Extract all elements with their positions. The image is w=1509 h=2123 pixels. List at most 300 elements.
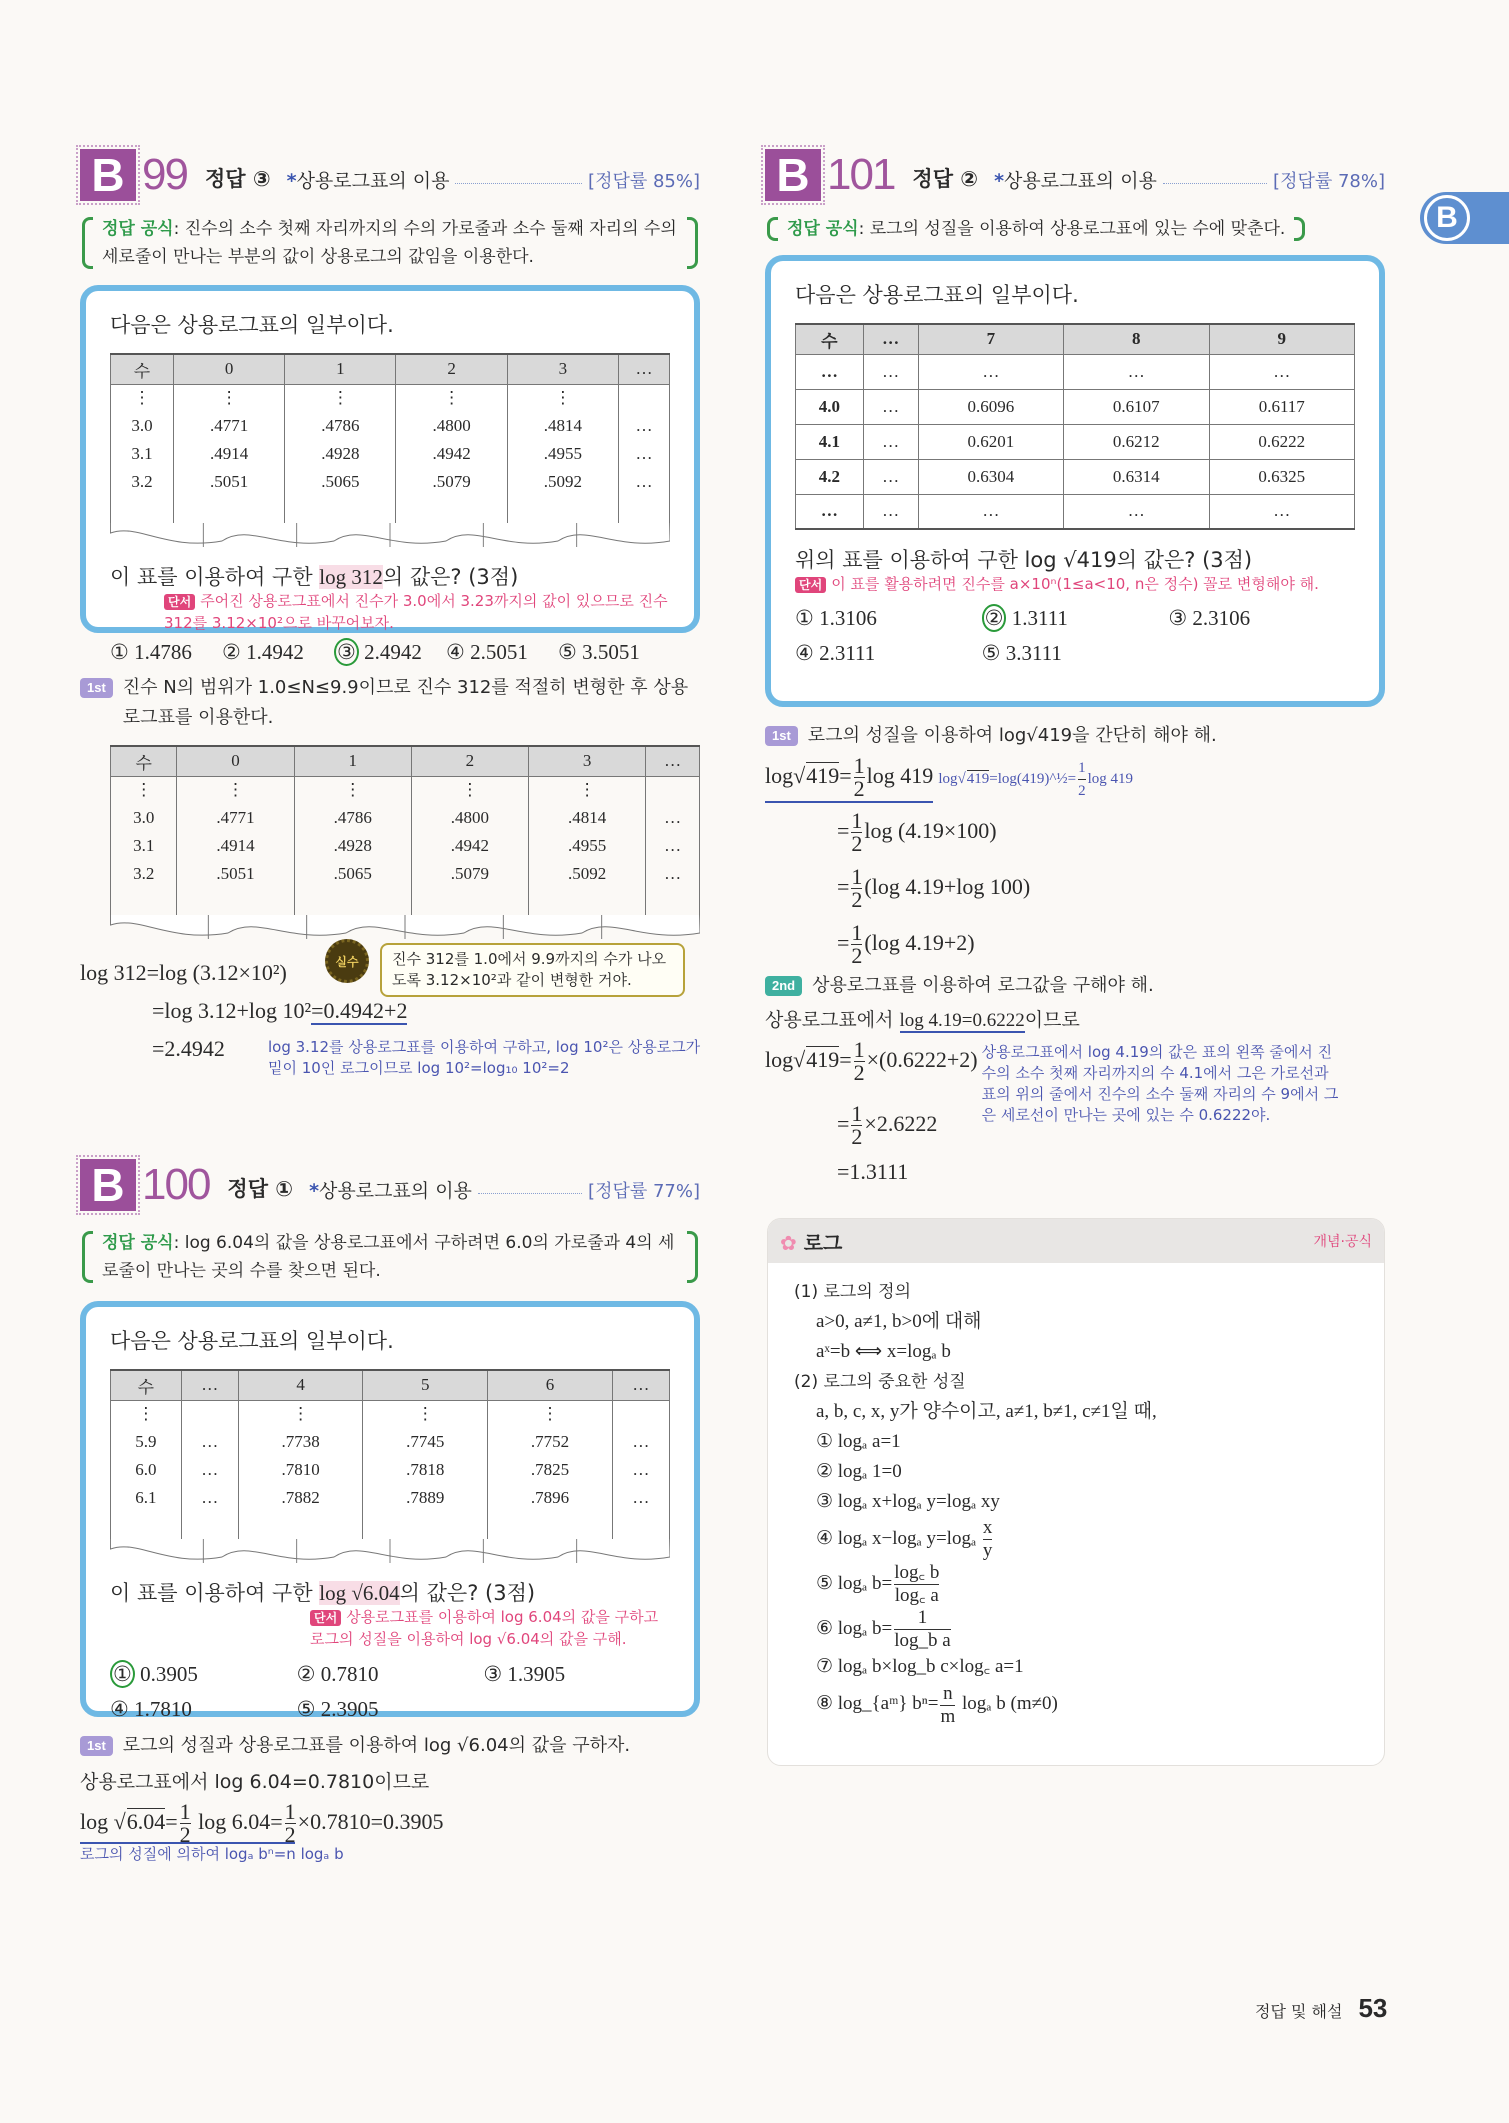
table-header-cell: 1 [294, 746, 411, 776]
choice-number: ⑤ [981, 641, 1001, 665]
problem-header [80, 145, 700, 201]
numerator: n [940, 1683, 955, 1706]
table-row [796, 424, 1355, 459]
table-cell: … [863, 424, 918, 459]
concept-line: a>0, a≠1, b>0에 대해 [816, 1311, 982, 1332]
table-header-cell: 9 [1209, 324, 1355, 354]
table-cell [238, 1512, 363, 1540]
answer-choice[interactable] [558, 640, 670, 665]
table-cell: .4914 [177, 832, 294, 860]
table-cell [177, 888, 294, 916]
table-cell [529, 888, 646, 916]
log-table [110, 1369, 670, 1569]
table-header-cell: 3 [507, 354, 618, 384]
math-text: ⑤ logₐ b= [816, 1573, 893, 1595]
radicand: 419 [806, 1047, 840, 1072]
choice-number: ③ [334, 638, 359, 666]
radicand: 419 [806, 763, 840, 788]
answer-label: 정답 ③ [204, 167, 271, 191]
topic-label: *상용로그표의 이용 [309, 1180, 472, 1202]
denominator: m [940, 1705, 956, 1727]
table-header-cell: 8 [1064, 324, 1209, 354]
table-cell: .4786 [285, 412, 396, 440]
answer-choice[interactable] [334, 640, 446, 665]
math-text: ×2.6222 [864, 1111, 938, 1136]
table-header-cell: … [612, 1370, 669, 1400]
choice-value: 2.3111 [813, 641, 876, 665]
mistake-icon: 실수 [325, 939, 369, 983]
table-cell: 0.6201 [918, 424, 1063, 459]
math-text: ② logₐ 1=0 [816, 1461, 902, 1482]
table-header-cell: 2 [411, 746, 528, 776]
table-cell: 3.2 [111, 860, 177, 888]
table-cell: .7889 [363, 1484, 488, 1512]
problem-number: 100 [142, 1160, 210, 1209]
equation-note: 상용로그표에서 log 4.19의 값은 표의 왼쪽 줄에서 진수의 소수 첫째 자리까지의 수 4.1에서 그은 가로선과 표의 위의 줄에서 진수의 소수 둘째 자리의 수 9에서 그은 세로선이 만나는 곳에 있는 수 0.6222야. [981, 1043, 1339, 1124]
numerator: 1 [179, 1799, 191, 1825]
math-text: ⑧ log_{aᵐ} bⁿ= [816, 1693, 939, 1715]
math-text: =log(419)^½= [989, 771, 1077, 787]
math-text: ⑦ logₐ b×log_b c×log꜀ a=1 [816, 1656, 1024, 1678]
math-text: ⑥ logₐ b= [816, 1618, 893, 1640]
choice-number: ④ [110, 1697, 129, 1721]
equation-line [765, 1032, 978, 1088]
table-cell: 0.6107 [1064, 389, 1209, 424]
log-table-grid [110, 745, 700, 916]
math-text: (log 4.19+log 100) [864, 874, 1031, 899]
solution-line: 상용로그표에서 log 6.04=0.7810이므로 [80, 1771, 430, 1793]
table-cell: ⋮ [111, 1400, 182, 1428]
table-header-cell: 수 [111, 746, 177, 776]
table-header-cell: 수 [111, 354, 174, 384]
table-cell: .5051 [174, 468, 285, 496]
table-cell: … [863, 494, 918, 529]
fraction [180, 1801, 191, 1846]
table-cell: … [181, 1456, 238, 1484]
table-cell: 0.6314 [1064, 459, 1209, 494]
torn-edge [110, 523, 670, 553]
table-cell [174, 496, 285, 524]
solution-equation [80, 1794, 700, 1850]
table-row [111, 1512, 670, 1540]
section-tab-b[interactable] [1420, 192, 1509, 244]
mistake-callout: 진수 312를 1.0에서 9.9까지의 수가 나오도록 3.12×10²과 같이 변형한 거야. [380, 943, 685, 997]
denominator: y [982, 1540, 993, 1562]
math-text: log [80, 1809, 114, 1834]
hint: 단서 상용로그표를 이용하여 log 6.04의 값을 구하고 로그의 성질을 이용하여 log √6.04의 값을 구해. [310, 1608, 659, 1648]
math-text: (log 4.19+2) [864, 930, 975, 955]
denominator: 2 [853, 1060, 865, 1086]
numerator: 1 [853, 1037, 865, 1063]
explanation-note: log 3.12를 상용로그표를 이용하여 구하고, log 10²은 상용로그가 밑이 10인 로그이므로 log 10²=log₁₀ 10²=2 [268, 1038, 701, 1077]
fraction [1078, 757, 1086, 802]
choice-value: 0.3905 [134, 1662, 198, 1686]
table-cell: ⋮ [111, 776, 177, 804]
table-cell: .5092 [529, 860, 646, 888]
table-row [111, 1484, 670, 1512]
table-header-cell: 0 [174, 354, 285, 384]
table-cell: 0.6117 [1209, 389, 1355, 424]
table-cell: … [181, 1484, 238, 1512]
math-text: log [765, 1047, 794, 1072]
fraction [854, 755, 865, 800]
equation-note [938, 760, 1134, 800]
answer-formula: 정답 공식: 로그의 성질을 이용하여 상용로그표에 있는 수에 맞춘다. [765, 215, 1307, 243]
answer-choice[interactable] [297, 1697, 484, 1722]
table-cell: … [863, 354, 918, 389]
table-header-cell: 6 [488, 1370, 613, 1400]
table-cell: .7825 [488, 1456, 613, 1484]
table-cell: 5.9 [111, 1428, 182, 1456]
table-cell: … [1209, 354, 1355, 389]
log-property [794, 1682, 1358, 1727]
answer-choices [110, 640, 670, 665]
fraction [851, 866, 862, 911]
solution-step-2: 2nd 상용로그표를 이용하여 로그값을 구해야 해. [765, 971, 1385, 1001]
log-table-grid [110, 1369, 670, 1540]
choice-value: 1.3106 [813, 606, 877, 630]
topic-label: *상용로그표의 이용 [994, 170, 1157, 192]
table-header-cell: 1 [285, 354, 396, 384]
table-cell: .4771 [177, 804, 294, 832]
table-cell: ⋮ [363, 1400, 488, 1428]
table-cell: … [181, 1428, 238, 1456]
math-text: = [839, 1047, 852, 1072]
denominator: 2 [1078, 783, 1086, 800]
choice-number: ⑤ [296, 1697, 316, 1721]
choice-value: 3.5051 [576, 640, 640, 664]
choice-value: 1.7810 [128, 1697, 192, 1721]
section-tab-letter: B [1424, 195, 1470, 241]
math-text: = [165, 1809, 178, 1834]
math-text: log [765, 763, 794, 788]
table-cell: .4955 [507, 440, 618, 468]
math-text: log 6.04= [192, 1809, 283, 1834]
table-cell: … [796, 354, 864, 389]
table-cell: .5092 [507, 468, 618, 496]
math-text: log 419 [1087, 771, 1134, 787]
table-row [796, 494, 1355, 529]
answer-choice[interactable] [795, 641, 982, 666]
math-text: log (4.19×100) [864, 818, 997, 843]
flower-icon: ✿ [780, 1230, 797, 1255]
concept-title: ✿ 로그 [780, 1230, 843, 1255]
log-table [110, 353, 670, 553]
table-cell: .7896 [488, 1484, 613, 1512]
problem-b99 [80, 145, 700, 1095]
table-header-cell: … [618, 354, 669, 384]
table-cell [294, 888, 411, 916]
choice-number: ③ [483, 1662, 503, 1686]
table-cell: … [618, 412, 669, 440]
torn-edge [110, 1539, 670, 1569]
answer-choice[interactable] [446, 640, 558, 665]
log-property [794, 1487, 1358, 1517]
table-row [796, 459, 1355, 494]
math-text: = [837, 874, 850, 899]
choice-number: ② [222, 640, 241, 664]
log-table-grid [795, 323, 1355, 530]
table-cell: 0.6222 [1209, 424, 1355, 459]
table-cell [111, 496, 174, 524]
table-row [796, 354, 1355, 389]
table-cell: .5051 [177, 860, 294, 888]
table-cell: .7752 [488, 1428, 613, 1456]
table-header-cell: 수 [796, 324, 864, 354]
concept-tag: 개념·공식 [1313, 1234, 1372, 1250]
table-cell: 4.2 [796, 459, 864, 494]
table-header-row [796, 324, 1355, 354]
concept-heading: (2) 로그의 중요한 성질 [794, 1372, 966, 1392]
math-text: ③ logₐ x+logₐ y=logₐ xy [816, 1491, 1000, 1512]
explanation-note: 로그의 성질에 의하여 logₐ bⁿ=n logₐ b [80, 1842, 295, 1865]
table-header-cell: 5 [363, 1370, 488, 1400]
choice-value: 2.4942 [358, 640, 422, 664]
table-row [111, 1400, 670, 1428]
solution-line: 상용로그표에서 log 4.19=0.6222이므로 [765, 1009, 1080, 1031]
table-cell: .4928 [285, 440, 396, 468]
choice-number: ③ [1168, 606, 1188, 630]
table-cell: … [863, 389, 918, 424]
choice-value: 0.7810 [315, 1662, 379, 1686]
table-cell: .5065 [294, 860, 411, 888]
table-cell: 0.6096 [918, 389, 1063, 424]
table-cell: .4800 [411, 804, 528, 832]
problem-b100 [80, 1155, 700, 1865]
answer-choice[interactable] [110, 1662, 297, 1687]
table-row [111, 1456, 670, 1484]
table-cell: 6.1 [111, 1484, 182, 1512]
table-cell: .4928 [294, 832, 411, 860]
numerator: 1 [284, 1799, 296, 1825]
denominator: log_b a [894, 1630, 951, 1652]
table-cell: 3.1 [111, 832, 177, 860]
table-cell: .4955 [529, 832, 646, 860]
log-property [794, 1427, 1358, 1457]
choice-value: 1.4786 [128, 640, 192, 664]
problem-number: 99 [142, 150, 187, 199]
denominator: 2 [851, 1124, 863, 1150]
table-cell [507, 496, 618, 524]
choice-value: 1.4942 [240, 640, 304, 664]
equation-line [765, 803, 1385, 859]
answer-choice[interactable] [795, 606, 982, 631]
table-cell [618, 384, 669, 412]
torn-edge [110, 915, 700, 945]
table-header-cell: 4 [238, 1370, 363, 1400]
question-box [765, 255, 1385, 707]
table-header-cell: 수 [111, 1370, 182, 1400]
table-cell: … [612, 1428, 669, 1456]
table-cell: .4800 [396, 412, 507, 440]
table-cell: ⋮ [238, 1400, 363, 1428]
correct-rate: [정답률 77%] [588, 1181, 700, 1202]
answer-choice[interactable] [222, 640, 334, 665]
table-cell: 0.6325 [1209, 459, 1355, 494]
solution-log-table [110, 745, 700, 945]
table-cell: … [796, 494, 864, 529]
table-cell: … [612, 1456, 669, 1484]
choice-number: ⑤ [558, 640, 577, 664]
numerator: 1 [853, 753, 865, 779]
choice-number: ① [110, 640, 129, 664]
table-cell: .7882 [238, 1484, 363, 1512]
table-cell: … [618, 468, 669, 496]
table-cell [612, 1400, 669, 1428]
table-row [111, 496, 670, 524]
table-cell [646, 776, 700, 804]
equation-line [765, 1152, 1385, 1192]
section-badge: B [80, 1159, 136, 1211]
math-text: log 419 [866, 763, 934, 788]
table-cell [181, 1512, 238, 1540]
table-cell [618, 496, 669, 524]
equation-line [765, 859, 1385, 915]
numerator: log꜀ b [894, 1562, 940, 1584]
denominator: 2 [179, 1822, 191, 1848]
log-property [794, 1562, 1358, 1607]
answer-choice[interactable] [982, 606, 1169, 631]
table-row [111, 1428, 670, 1456]
table-cell: 4.0 [796, 389, 864, 424]
problem-b101 [765, 145, 1385, 1192]
answer-choice[interactable] [982, 641, 1169, 666]
table-cell: ⋮ [294, 776, 411, 804]
table-cell [111, 888, 177, 916]
denominator: 2 [284, 1822, 296, 1848]
choice-value: 2.3905 [315, 1697, 379, 1721]
math-text: = [837, 1111, 850, 1136]
fraction [983, 1517, 993, 1562]
topic-label: *상용로그표의 이용 [286, 170, 450, 192]
table-cell: 4.1 [796, 424, 864, 459]
table-row [796, 389, 1355, 424]
fraction [851, 1103, 862, 1148]
denominator: 2 [853, 776, 865, 802]
table-cell: ⋮ [488, 1400, 613, 1428]
section-badge: B [765, 149, 821, 201]
radicand: 6.04 [126, 1809, 166, 1834]
answer-choice[interactable] [297, 1662, 484, 1687]
table-header-cell: 7 [918, 324, 1063, 354]
choice-value: 2.3106 [1187, 606, 1251, 630]
answer-label: 정답 ① [227, 1177, 294, 1201]
answer-choice[interactable] [1168, 606, 1355, 631]
math-text: ×(0.6222+2) [866, 1047, 978, 1072]
table-cell: .5079 [411, 860, 528, 888]
table-cell: .7745 [363, 1428, 488, 1456]
log-property [794, 1517, 1358, 1562]
log-property [794, 1652, 1358, 1682]
question-intro: 다음은 상용로그표의 일부이다. [110, 1329, 394, 1353]
fraction [851, 810, 862, 855]
table-cell: … [618, 440, 669, 468]
table-cell: .7738 [238, 1428, 363, 1456]
math-text: logₐ b (m≠0) [957, 1693, 1058, 1715]
math-text: ④ logₐ x−logₐ y=logₐ [816, 1528, 981, 1549]
table-cell: … [612, 1484, 669, 1512]
fraction [851, 922, 862, 967]
question-intro: 다음은 상용로그표의 일부이다. [795, 283, 1079, 307]
table-cell: 0.6212 [1064, 424, 1209, 459]
log-table [795, 323, 1355, 530]
table-cell: .5065 [285, 468, 396, 496]
table-cell: .4786 [294, 804, 411, 832]
page-number: 53 [1358, 1993, 1388, 2023]
table-header-cell: 0 [177, 746, 294, 776]
table-cell: .4942 [411, 832, 528, 860]
table-cell [181, 1400, 238, 1428]
table-header-row [111, 354, 670, 384]
answer-choice[interactable] [110, 640, 222, 665]
table-cell: … [918, 494, 1063, 529]
numerator: 1 [851, 864, 863, 890]
table-cell: 3.1 [111, 440, 174, 468]
denominator: 2 [851, 831, 863, 857]
equation-line [765, 915, 1385, 971]
table-cell: ⋮ [411, 776, 528, 804]
denominator: 2 [851, 887, 863, 913]
problem-number: 101 [827, 150, 895, 199]
table-row [111, 384, 670, 412]
choice-number: ① [110, 1660, 135, 1688]
answer-label: 정답 ② [912, 167, 979, 191]
table-header-row [111, 1370, 670, 1400]
fraction [894, 1562, 939, 1607]
math-text: = [837, 818, 850, 843]
table-cell: 6.0 [111, 1456, 182, 1484]
table-cell: ⋮ [529, 776, 646, 804]
solution-equations [80, 945, 700, 1095]
math-text: = [839, 763, 852, 788]
table-row [111, 776, 700, 804]
log-table-grid [110, 353, 670, 524]
table-cell: ⋮ [396, 384, 507, 412]
problem-header [80, 1155, 700, 1211]
numerator: 1 [851, 1101, 863, 1127]
numerator: 1 [851, 808, 863, 834]
table-cell: ⋮ [507, 384, 618, 412]
table-cell: … [1064, 354, 1209, 389]
table-header-cell: … [181, 1370, 238, 1400]
table-cell: .4914 [174, 440, 285, 468]
table-cell: 3.0 [111, 412, 174, 440]
table-cell: .4942 [396, 440, 507, 468]
math-text: ×0.7810=0.3905 [297, 1809, 444, 1834]
equation-line: =2.4942 [152, 1036, 225, 1061]
correct-rate: [정답률 85%] [588, 171, 700, 192]
table-cell: .4814 [507, 412, 618, 440]
answer-choice[interactable] [483, 1662, 670, 1687]
solution-step-1: 1st 진수 N의 범위가 1.0≤N≤9.9이므로 진수 312를 적절히 변형한 후 상용로그표를 이용한다. [80, 673, 700, 733]
equation-line: =log 3.12+log 10²=0.4942+2 [152, 998, 408, 1023]
table-cell: … [646, 804, 700, 832]
choice-value: 2.5051 [464, 640, 528, 664]
table-cell: … [1209, 494, 1355, 529]
concept-heading: (1) 로그의 정의 [794, 1282, 911, 1302]
table-row [111, 412, 670, 440]
math-text: =1.3111 [837, 1159, 909, 1184]
table-cell [111, 1512, 182, 1540]
numerator: x [982, 1517, 993, 1539]
math-text: ① logₐ a=1 [816, 1431, 901, 1452]
radicand: 419 [966, 771, 990, 787]
answer-choice[interactable] [110, 1697, 297, 1722]
table-cell: … [646, 832, 700, 860]
correct-rate: [정답률 78%] [1273, 171, 1385, 192]
choice-number: ④ [446, 640, 465, 664]
solution-step-1: 1st 로그의 성질을 이용하여 log√419을 간단히 해야 해. [765, 721, 1385, 751]
